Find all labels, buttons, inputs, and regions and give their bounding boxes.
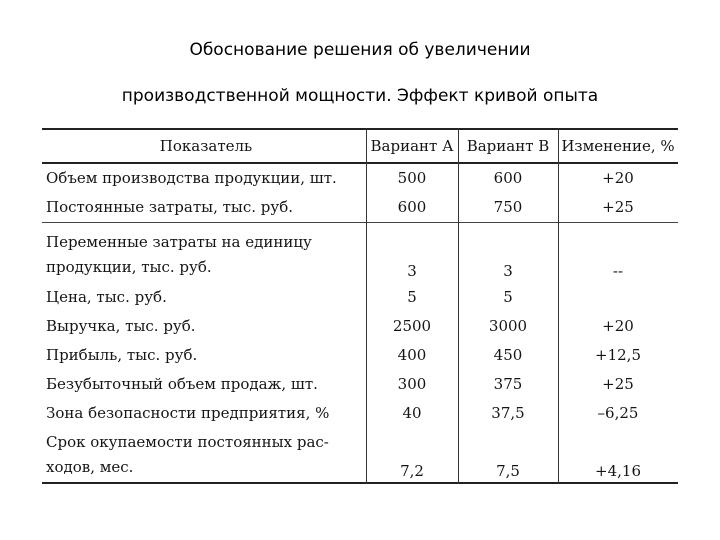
cell-variant-b: 375 xyxy=(493,374,523,393)
table-row xyxy=(42,340,678,369)
row-label: Выручка, тыс. руб. xyxy=(46,316,196,335)
row-label-line-2: продукции, тыс. руб. xyxy=(46,257,212,276)
table-row xyxy=(42,398,678,427)
cell-change: +20 xyxy=(602,316,634,335)
cell-variant-a: 3 xyxy=(407,262,417,280)
row-label-line-2: ходов, мес. xyxy=(46,457,134,476)
cell-change xyxy=(558,282,678,311)
table-row xyxy=(42,227,678,282)
table-row xyxy=(42,163,678,192)
cell-change: +12,5 xyxy=(595,345,641,364)
table-header-row xyxy=(42,128,678,163)
cell-variant-a: 500 xyxy=(397,168,427,187)
table-row xyxy=(42,311,678,340)
cell-variant-b: 3000 xyxy=(488,316,528,335)
row-label xyxy=(42,427,366,482)
slide-title-line-2: производственной мощности. Эффект кривой опыта xyxy=(121,86,599,106)
data-table xyxy=(42,128,678,482)
cell-variant-b: 450 xyxy=(493,345,523,364)
indicator-table xyxy=(42,128,678,486)
header-variant-b: Вариант В xyxy=(466,136,550,155)
table-bottom-rule xyxy=(42,482,678,484)
cell-variant-b: 5 xyxy=(503,287,513,306)
header-variant-a: Вариант А xyxy=(370,136,454,155)
row-label xyxy=(42,227,366,282)
cell-change: -- xyxy=(612,262,624,280)
slide-title-line-1: Обоснование решения об увеличении xyxy=(189,40,531,60)
table-row xyxy=(42,369,678,398)
header-change: Изменение, % xyxy=(561,136,675,155)
cell-change: –6,25 xyxy=(597,403,639,422)
cell-change: +25 xyxy=(602,197,634,216)
cell-variant-b: 3 xyxy=(503,262,513,280)
cell-variant-a: 2500 xyxy=(392,316,432,335)
table-row xyxy=(42,192,678,221)
row-label: Зона безопасности предприятия, % xyxy=(46,403,330,422)
row-label: Цена, тыс. руб. xyxy=(46,287,167,306)
table-row xyxy=(42,282,678,311)
row-label: Прибыль, тыс. руб. xyxy=(46,345,198,364)
cell-change: +20 xyxy=(602,168,634,187)
row-label: Безубыточный объем продаж, шт. xyxy=(46,374,318,393)
cell-variant-a: 40 xyxy=(402,403,422,422)
cell-variant-b: 600 xyxy=(493,168,523,187)
cell-variant-a: 5 xyxy=(407,287,417,306)
header-indicator: Показатель xyxy=(159,136,253,155)
cell-change: +25 xyxy=(602,374,634,393)
cell-variant-b: 7,5 xyxy=(496,462,520,480)
row-label-line-1: Срок окупаемости постоянных рас- xyxy=(46,432,329,451)
cell-change: +4,16 xyxy=(595,462,641,480)
cell-variant-a: 600 xyxy=(397,197,427,216)
cell-variant-a: 300 xyxy=(397,374,427,393)
row-label: Постоянные затраты, тыс. руб. xyxy=(46,197,294,216)
row-label-line-1: Переменные затраты на единицу xyxy=(46,232,312,251)
cell-variant-a: 7,2 xyxy=(400,462,424,480)
row-label: Объем производства продукции, шт. xyxy=(46,168,337,187)
cell-variant-b: 750 xyxy=(493,197,523,216)
cell-variant-a: 400 xyxy=(397,345,427,364)
table-row xyxy=(42,427,678,482)
cell-variant-b: 37,5 xyxy=(491,403,525,422)
